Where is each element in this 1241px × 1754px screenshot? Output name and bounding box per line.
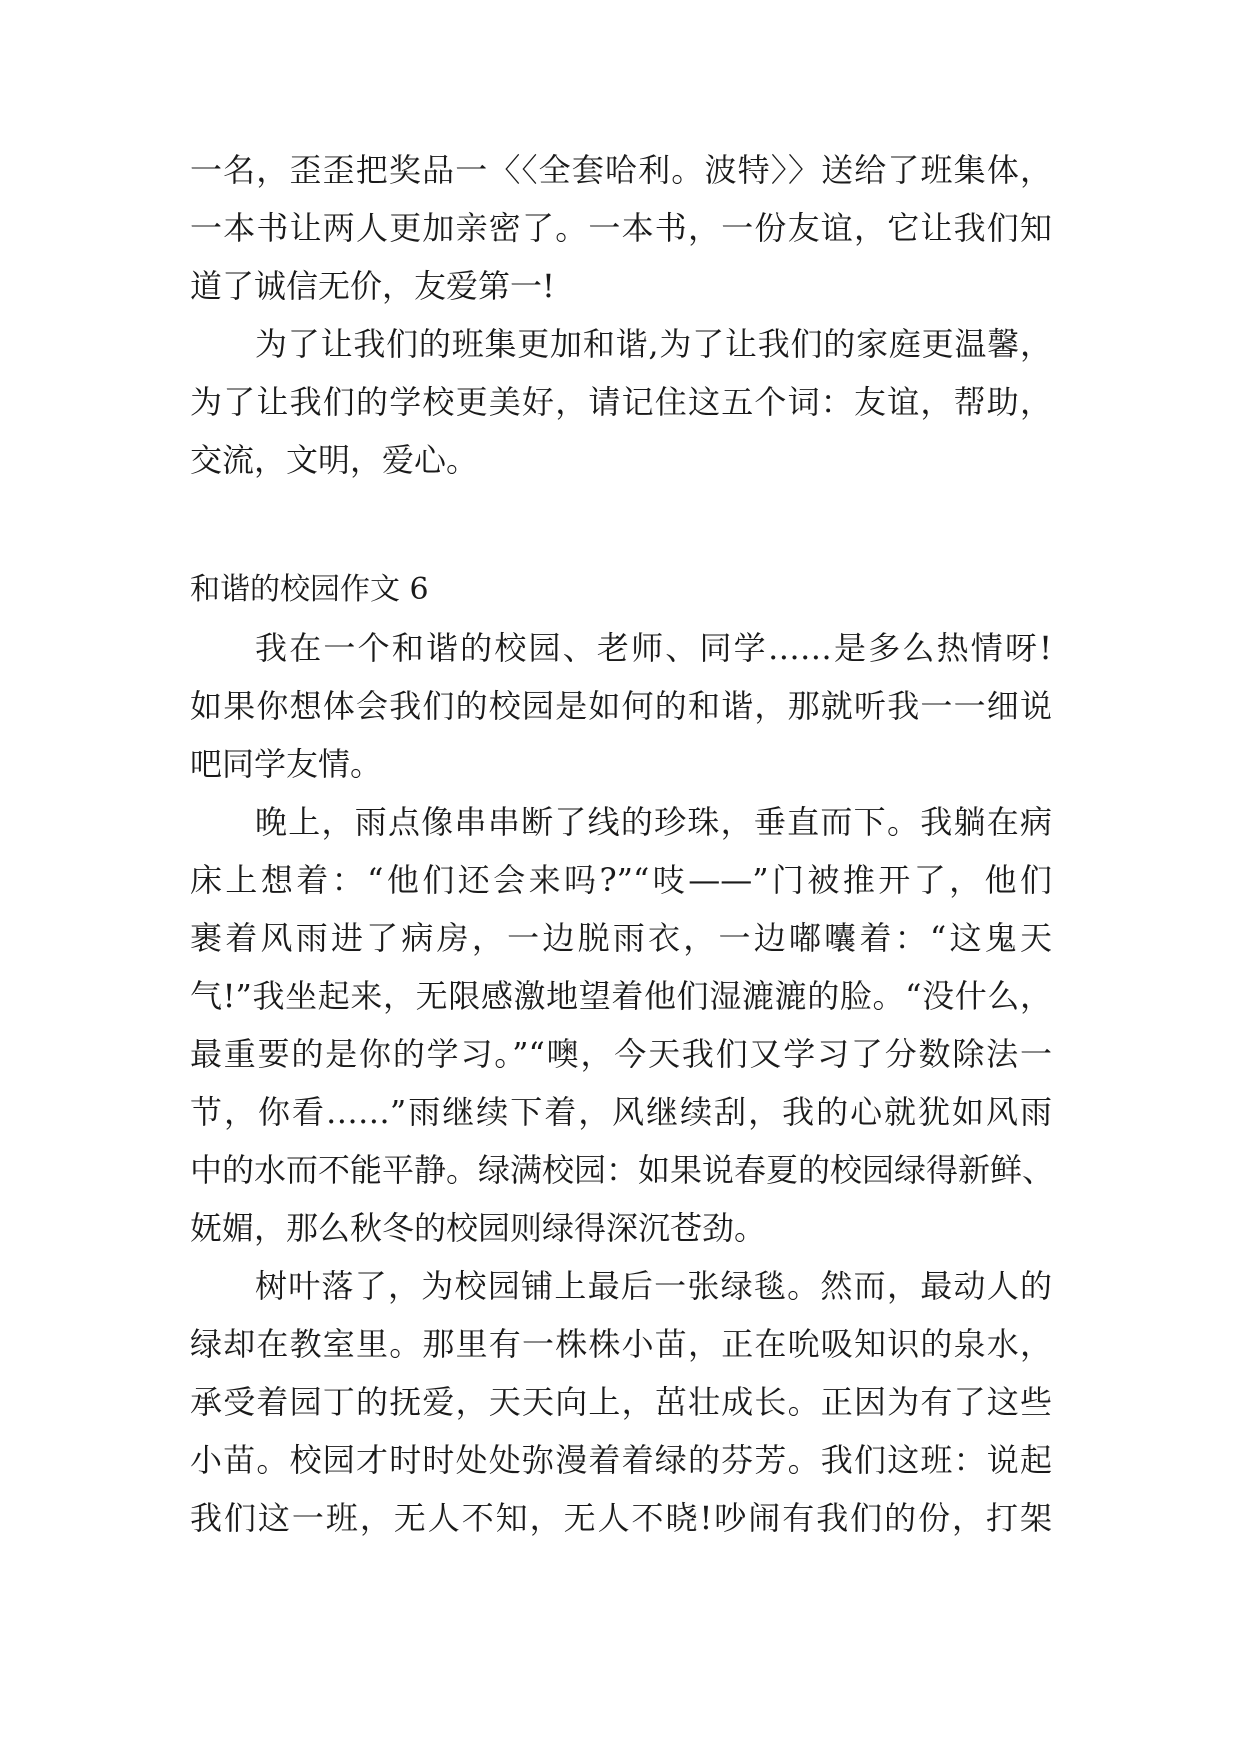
text-line: 为了让我们的班集更加和谐,为了让我们的家庭更温馨， xyxy=(255,325,1052,363)
text-line: 气!”我坐起来，无限感激地望着他们湿漉漉的脸。“没什么， xyxy=(190,977,1052,1015)
text-line: 裹着风雨进了病房，一边脱雨衣，一边嘟囔着：“这鬼天 xyxy=(190,919,1052,957)
text-line: 绿却在教室里。那里有一株株小苗，正在吮吸知识的泉水， xyxy=(190,1325,1052,1363)
text-line: 一本书让两人更加亲密了。一本书，一份友谊，它让我们知 xyxy=(190,209,1052,247)
text-line: 一名，歪歪把奖品一〈〈全套哈利。波特〉〉送给了班集体， xyxy=(190,151,1052,189)
text-line: 床上想着：“他们还会来吗?”“吱——”门被推开了，他们 xyxy=(190,861,1052,899)
text-line: 小苗。校园才时时处处弥漫着着绿的芬芳。我们这班：说起 xyxy=(190,1441,1052,1479)
text-line: 承受着园丁的抚爱，天天向上，茁壮成长。正因为有了这些 xyxy=(190,1383,1052,1421)
text-line: 道了诚信无价，友爱第一! xyxy=(190,267,555,305)
section-title: 和谐的校园作文 6 xyxy=(190,572,429,607)
text-line: 最重要的是你的学习。”“噢，今天我们又学习了分数除法一 xyxy=(190,1035,1052,1073)
text-line: 为了让我们的学校更美好，请记住这五个词：友谊，帮助， xyxy=(190,383,1052,421)
text-line: 妩媚，那么秋冬的校园则绿得深沉苍劲。 xyxy=(190,1209,767,1247)
text-line: 中的水而不能平静。绿满校园：如果说春夏的校园绿得新鲜、 xyxy=(190,1151,1055,1189)
text-line: 节，你看……”雨继续下着，风继续刮，我的心就犹如风雨 xyxy=(190,1093,1052,1131)
text-line: 树叶落了，为校园铺上最后一张绿毯。然而，最动人的 xyxy=(255,1267,1052,1305)
text-line: 如果你想体会我们的校园是如何的和谐，那就听我一一细说 xyxy=(190,687,1052,725)
text-line: 晚上，雨点像串串断了线的珍珠，垂直而下。我躺在病 xyxy=(255,803,1052,841)
text-line: 我们这一班，无人不知，无人不晓!吵闹有我们的份，打架 xyxy=(190,1499,1052,1537)
text-line: 吧同学友情。 xyxy=(190,745,383,783)
text-line: 交流，文明，爱心。 xyxy=(190,441,479,479)
text-line: 我在一个和谐的校园、老师、同学……是多么热情呀! xyxy=(255,629,1052,667)
